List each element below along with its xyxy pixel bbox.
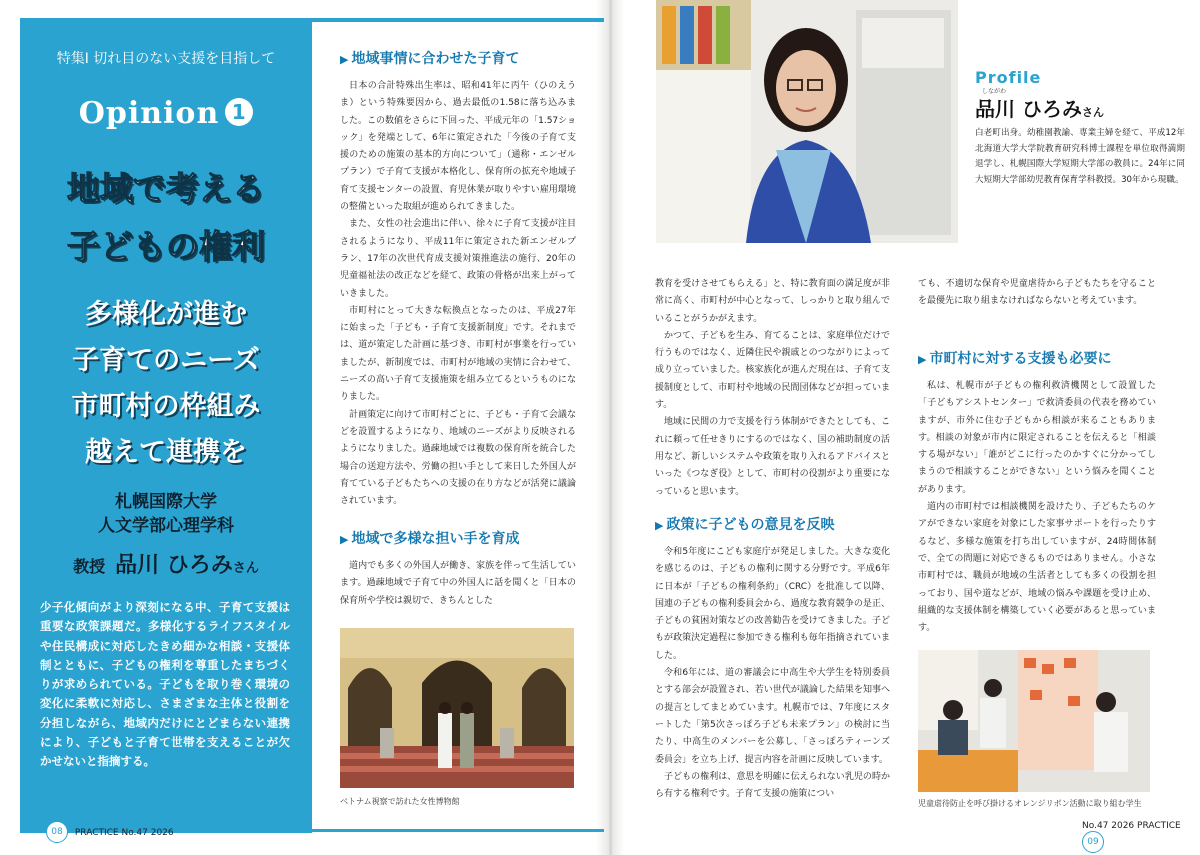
paragraph: また、女性の社会進出に伴い、徐々に子育て支援が注目されるようになり、平成11年に策定された新エンゼルプラン、17年の次世代育成支援対策推進法の施行、20年の児童福祉法の改正などを経て、政策の骨格が出来上がっていきました。 bbox=[340, 219, 576, 299]
students-photo bbox=[918, 650, 1150, 792]
article-column-right-2-top bbox=[918, 276, 1156, 311]
interviewee-title: 教授 bbox=[73, 557, 106, 576]
footer-text-right: No.47 2026 PRACTICE bbox=[1082, 821, 1181, 831]
profile-name-ruby: しながわ bbox=[982, 88, 1007, 95]
headline-line-1: 地域で考える bbox=[67, 169, 265, 208]
paragraph: 道内でも多くの外国人が働き、家族を伴って生活しています。過疎地域で子育て中の外国人に話を聞くと「日本の保育所や学校は親切で、きちんとした bbox=[340, 561, 576, 606]
paragraph: 地域に民間の力で支援を行う体制ができたとしても、これに頼って任せきりにするのではなく、国の補助制度の活用など、新しいシステムや政策を取り入れるアドバイスといった《つなぎ役》として、市町村の役割がより重要になっていると思います。 bbox=[655, 417, 890, 497]
top-rule bbox=[312, 18, 604, 22]
profile-honorific: さん bbox=[1081, 106, 1104, 119]
section-heading-2-text: 地域で多様な担い手を育成 bbox=[351, 531, 520, 547]
museum-photo-caption: ベトナム視察で訪れた女性博物館 bbox=[340, 797, 460, 806]
section-heading-1: ▶ 地域事情に合わせた子育て bbox=[340, 51, 520, 67]
page-number-left: 08 bbox=[46, 821, 68, 843]
subheadline-line-2: 子育てのニーズ bbox=[72, 345, 260, 376]
profile-name bbox=[975, 93, 1104, 122]
paragraph: 令和6年には、道の審議会に中高生や大学生を特別委員とする部会が設置され、若い世代が議論した結果を知事への提言としてまとめています。札幌市では、7年度にスタートした「第5次さっぽろ子ども未来プラン」の検討に当たり、中高生のメンバーを公募し、「さっぽろティーンズ委員会」を立ち上げ、提言内容を計画に反映しています。 bbox=[655, 668, 890, 765]
section-heading-3: ▶ 政策に子どもの意見を反映 bbox=[655, 517, 835, 533]
students-illustration bbox=[918, 650, 1150, 792]
subheadline-line-4: 越えて連携を bbox=[85, 437, 247, 468]
paragraph: ても、不適切な保育や児童虐待から子どもたちを守ることを最優先に取り組まなければならないと考えています。 bbox=[918, 279, 1156, 307]
profile-label: Profile bbox=[975, 68, 1042, 87]
paragraph: 令和5年度にこども家庭庁が発足しました。大きな変化を感じるのは、子どもの権利に関する分野です。平成6年に日本が「子どもの権利条約」（CRC）を批准して以降、国連の子どもの権利委員会から、過度な教育競争の是正、子どもの貧困対策などの改善勧告を受けてきました。子どもが政策決定過程に参加できる権利も毎年指摘されていました。 bbox=[655, 547, 890, 661]
paragraph: 教育を受けさせてもらえる」と、特に教育面の満足度が非常に高く、市町村が中心となって、しっかりと取り組んでいることがうかがえます。 bbox=[655, 279, 890, 324]
paragraph: 日本の合計特殊出生率は、昭和41年に丙午（ひのえうま）という特殊要因から、過去最低の1.58に落ち込みました。この数値をさらに下回った、平成元年の「1.57ショック」を発端として、6年に策定された「今後の子育て支援のための施策の基本的方向について」（通称・エンゼルプラン）で子育て支援が本格化し、保育所の拡充や地域子育て支援センターの設置、育児休業が取りやすい雇用環境の整備といった取組が進められてきました。 bbox=[340, 81, 576, 213]
footer-text-left: PRACTICE No.47 2026 bbox=[74, 827, 174, 838]
subheadline-line-1: 多様化が進む bbox=[85, 299, 247, 330]
interviewee-name-text: 品川 ひろみ bbox=[115, 553, 233, 578]
article-column-left-2 bbox=[340, 558, 576, 610]
affiliation bbox=[20, 490, 312, 538]
paragraph: 市町村にとって大きな転換点となったのは、平成27年に始まった「子ども・子育て支援新制度」です。それまでは、道が策定した計画に基づき、市町村が事業を行っていましたが、新制度では、市町村が地域の実情に合わせて、ニーズの高い子育て支援施策を組み立てるというものになりました。 bbox=[340, 305, 576, 403]
section-heading-1-text: 地域事情に合わせた子育て bbox=[351, 51, 520, 67]
subheadline bbox=[20, 292, 312, 476]
article-column-right-1-top bbox=[655, 276, 890, 501]
lead-paragraph: 少子化傾向がより深刻になる中、子育て支援は重要な政策課題だ。多様化するライフスタイルや住民構成に対応したきめ細かな相談・支援体制とともに、子どもの権利を尊重したまちづくりが求められている。子どもを取り巻く環境の変化に柔軟に対応し、さまざまな主体と役割を分担しながら、地域内だけにとどまらない連携により、子どもと子育て世帯を支えることが欠かせないと指摘する。 bbox=[40, 600, 290, 769]
students-photo-caption: 児童虐待防止を呼び掛けるオレンジリボン活動に取り組む学生 bbox=[918, 799, 1142, 808]
museum-photo bbox=[340, 628, 574, 788]
portrait-photo bbox=[656, 0, 958, 243]
paragraph: 私は、札幌市が子どもの権利救済機関として設置した「子どもアシストセンター」で救済委員の代表を務めていますが、市外に住む子どもから相談が来ることもあります。相談の対象が市内に限定されることを伝えると「相談する場がない」「誰がどこに行ったのかすぐに分かってしまうので相談することができない」という悩みを聞くことがあります。 bbox=[918, 381, 1156, 495]
article-column-right-1-bottom bbox=[655, 544, 890, 803]
headline bbox=[20, 160, 312, 276]
interviewee-honorific: さん bbox=[232, 561, 259, 576]
interviewee-name bbox=[20, 548, 312, 579]
page-gutter bbox=[596, 0, 624, 855]
paragraph: 子どもの権利は、意思を明確に伝えられない乳児の時から有する権利です。子育て支援の施策につい bbox=[655, 771, 890, 800]
paragraph: 道内の市町村では相談機関を設けたり、子どもたちのケアができない家庭を対象にした家事サポートを行ったりするなど、多様な施策を打ち出していますが、24時間体制で、全ての問題に対応できるものではありません。小さな市町村では、職員が地域の生活者としても多くの役割を担っており、国や道などが、地域の悩みや課題を受け止め、組織的な支援体制を構築していく必要があると思っています。 bbox=[918, 502, 1156, 634]
portrait-illustration bbox=[656, 0, 958, 243]
headline-line-2: 子どもの権利 bbox=[67, 227, 265, 266]
affiliation-department: 人文学部心理学科 bbox=[98, 516, 234, 536]
profile-name-text: 品川 ひろみ bbox=[975, 97, 1082, 121]
museum-illustration bbox=[340, 628, 574, 788]
affiliation-university: 札幌国際大学 bbox=[115, 492, 217, 512]
article-column-right-2-bottom bbox=[918, 378, 1156, 637]
article-column-left-1 bbox=[340, 78, 576, 510]
page-footer-right bbox=[1082, 821, 1200, 853]
profile-text: 白老町出身。幼稚園教諭、専業主婦を経て、平成12年北海道大学大学院教育研究科博士課程を単位取得満期退学し、札幌国際大学短期大学部の教員に。24年に同大短期大学部幼児教育保育学科教授。30年から現職。 bbox=[975, 128, 1185, 185]
paragraph: 計画策定に向けて市町村ごとに、子ども・子育て会議などを設置するようになり、地域のニーズがより反映されるようになりました。過疎地域では複数の保育所を統合した場合の送迎方法や、労働の担い手として来日した外国人が育てている子どもたちへの支援の在り方などが活発に議論されています。 bbox=[340, 409, 576, 507]
page-footer-left bbox=[46, 821, 174, 843]
opinion-label bbox=[20, 96, 312, 131]
subheadline-line-3: 市町村の枠組み bbox=[71, 391, 261, 422]
section-heading-2: ▶ 地域で多様な担い手を育成 bbox=[340, 531, 520, 547]
section-heading-4: ▶ 市町村に対する支援も必要に bbox=[918, 351, 1112, 367]
opinion-number-badge: 1 bbox=[225, 98, 253, 126]
page-number-right: 09 bbox=[1082, 831, 1104, 853]
section-heading-3-text: 政策に子どもの意見を反映 bbox=[666, 517, 835, 533]
opinion-text: Opinion bbox=[78, 96, 220, 131]
section-heading-4-text: 市町村に対する支援も必要に bbox=[929, 351, 1112, 367]
feature-title: 特集Ⅰ 切れ目のない支援を目指して bbox=[56, 51, 276, 67]
paragraph: かつて、子どもを生み、育てることは、家庭単位だけで行うものではなく、近隣住民や親戚とのつながりによって成り立っていました。核家族化が進んだ現在は、子育て支援制度として、市町村や地域の民間団体などが担っています。 bbox=[655, 330, 890, 411]
